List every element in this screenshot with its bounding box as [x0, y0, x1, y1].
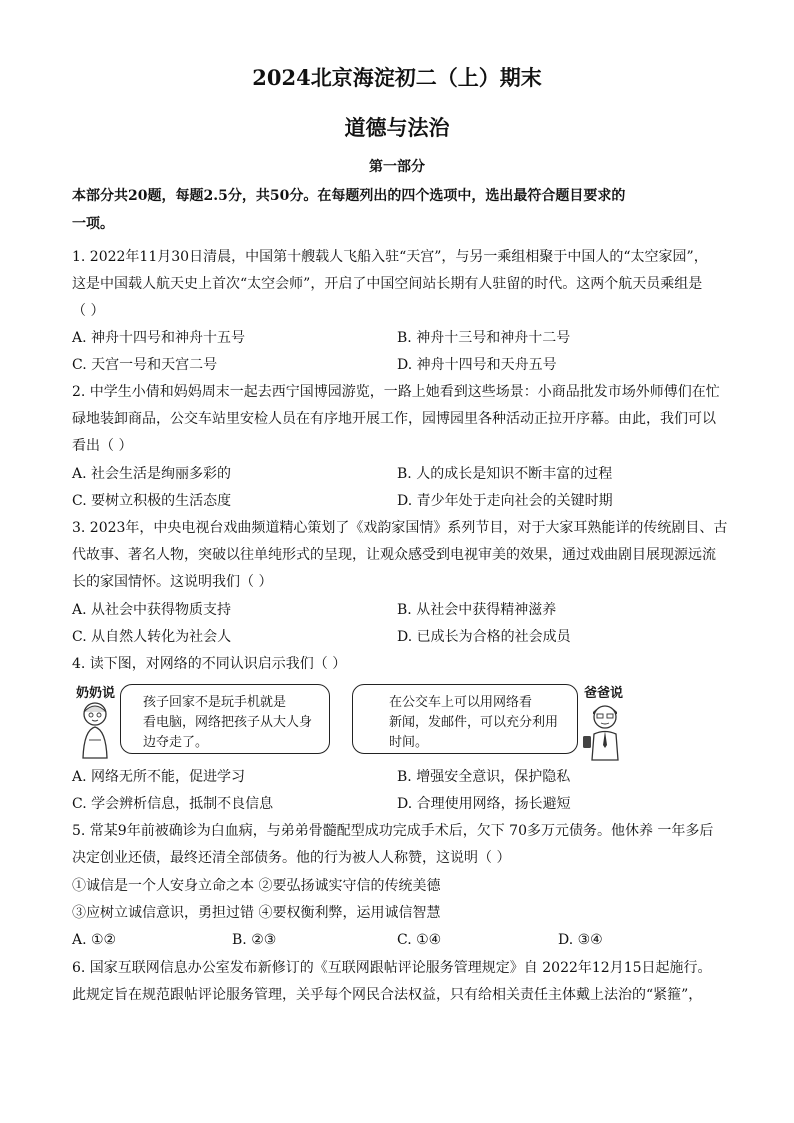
q1-line-2: 这是中国载人航天史上首次“太空会师”，开启了中国空间站长期有人驻留的时代。这两个航天员乘组是: [72, 276, 703, 292]
q5-option-c: C. ①④: [397, 932, 442, 948]
q5-line-2: 决定创业还债，最终还清全部债务。他的行为被人人称赞，这说明（ ）: [72, 850, 511, 866]
q3-option-c: C. 从自然人转化为社会人: [72, 629, 232, 645]
dad-text-line-3: 时间。: [389, 735, 429, 750]
instructions-line-2: 一项。: [72, 216, 114, 232]
grandma-text-line-2: 看电脑，网络把孩子从大人身: [143, 715, 313, 730]
q4-option-c: C. 学会辨析信息，抵制不良信息: [72, 796, 274, 812]
q5-statement-1-2: ①诚信是一个人安身立命之本 ②要弘扬诚实守信的传统美德: [72, 878, 441, 894]
q5-statement-3-4: ③应树立诚信意识，勇担过错 ④要权衡利弊，运用诚信智慧: [72, 905, 441, 921]
q6-line-2: 此规定旨在规范跟帖评论服务管理，关乎每个网民合法权益，只有给相关责任主体戴上法治的“紧箍”，: [72, 987, 703, 1003]
q2-line-1: 2. 中学生小倩和妈妈周末一起去西宁国博园游览，一路上她看到这些场景：小商品批发市场外师傅们在忙: [72, 384, 720, 400]
q1-line-1: 1. 2022年11月30日清晨，中国第十艘载人飞船入驻“天宫”，与另一乘组相聚于中国人的“太空家园”，: [72, 249, 708, 265]
q1-option-a: A. 神舟十四号和神舟十五号: [72, 330, 246, 346]
part-heading: 第一部分: [369, 159, 425, 175]
q2-option-b: B. 人的成长是知识不断丰富的过程: [397, 466, 613, 482]
q1-option-b: B. 神舟十三号和神舟十二号: [397, 330, 571, 346]
q5-option-b: B. ②③: [232, 932, 277, 948]
q4-option-b: B. 增强安全意识，保护隐私: [397, 769, 571, 785]
q3-line-3: 长的家国情怀。这说明我们（ ）: [72, 574, 273, 590]
q3-line-2: 代故事、著名人物，突破以往单纯形式的呈现，让观众感受到电视审美的效果，通过戏曲剧目展现源远流: [72, 547, 716, 563]
q3-line-1: 3. 2023年，中央电视台戏曲频道精心策划了《戏韵家国情》系列节目，对于大家耳熟能详的传统剧目、古: [72, 520, 728, 536]
q4-line-1: 4. 读下图，对网络的不同认识启示我们（ ）: [72, 656, 347, 672]
q2-line-2: 碌地装卸商品，公交车站里安检人员在有序地开展工作，园博园里各种活动正拉开序幕。由此，我们可以: [72, 411, 716, 427]
grandma-figure-icon: [74, 700, 116, 760]
q2-line-3: 看出（ ）: [72, 438, 133, 454]
grandma-text-line-1: 孩子回家不是玩手机就是: [143, 695, 287, 710]
q2-option-a: A. 社会生活是绚丽多彩的: [72, 466, 232, 482]
subject-title: 道德与法治: [344, 115, 450, 140]
q3-option-d: D. 已成长为合格的社会成员: [397, 629, 571, 645]
q4-option-a: A. 网络无所不能，促进学习: [72, 769, 246, 785]
q6-line-1: 6. 国家互联网信息办公室发布新修订的《互联网跟帖评论服务管理规定》自 2022年12月15日起施行。: [72, 960, 712, 976]
q4-option-d: D. 合理使用网络，扬长避短: [397, 796, 571, 812]
dad-text-line-1: 在公交车上可以用网络看: [389, 695, 533, 710]
q3-option-b: B. 从社会中获得精神滋养: [397, 602, 557, 618]
q5-option-d: D. ③④: [558, 932, 603, 948]
q2-option-c: C. 要树立积极的生活态度: [72, 493, 232, 509]
grandma-text-line-3: 边夺走了。: [143, 735, 209, 750]
q1-option-d: D. 神舟十四号和天舟五号: [397, 357, 557, 373]
q4-cartoon-figure: [72, 682, 632, 762]
q3-option-a: A. 从社会中获得物质支持: [72, 602, 232, 618]
q5-option-a: A. ①②: [72, 932, 117, 948]
q1-line-3: （ ）: [72, 303, 105, 319]
dad-speech-bubble: [352, 684, 578, 754]
instructions-line-1: 本部分共20题，每题2.5分，共50分。在每题列出的四个选项中，选出最符合题目要求的: [72, 188, 626, 204]
exam-title: 2024北京海淀初二（上）期末: [252, 65, 542, 90]
q2-option-d: D. 青少年处于走向社会的关键时期: [397, 493, 613, 509]
dad-figure-icon: [582, 700, 628, 762]
q5-line-1: 5. 常某9年前被确诊为白血病，与弟弟骨髓配型成功完成手术后，欠下 70多万元债务。他休养 一年多后: [72, 823, 714, 839]
grandma-label: 奶奶说: [76, 686, 116, 701]
dad-label: 爸爸说: [584, 686, 624, 701]
q1-option-c: C. 天宫一号和天宫二号: [72, 357, 218, 373]
grandma-speech-bubble: [120, 684, 330, 754]
dad-text-line-2: 新闻，发邮件，可以充分利用: [389, 715, 559, 730]
